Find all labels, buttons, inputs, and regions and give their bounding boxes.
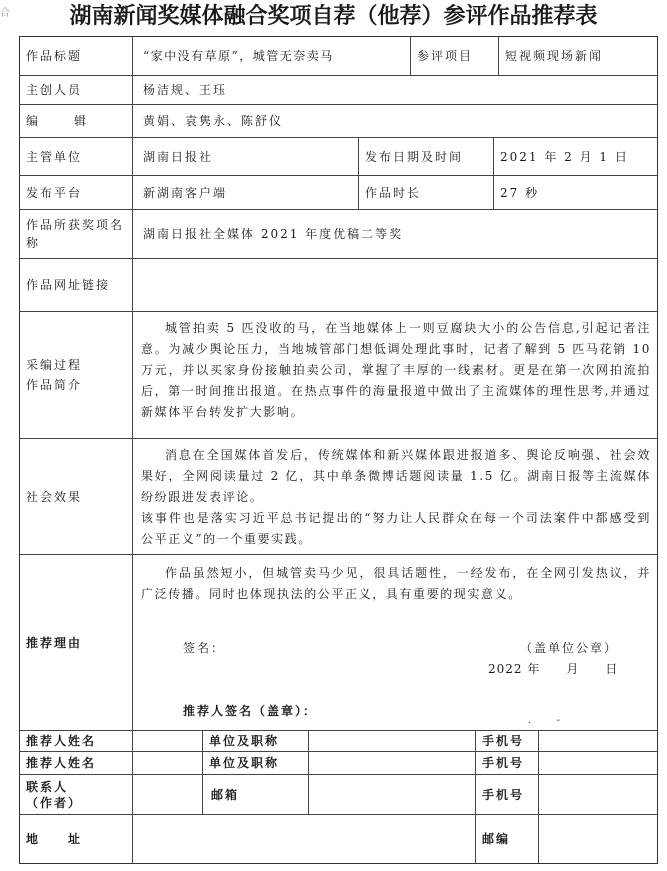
rec2-unit-value — [309, 752, 476, 775]
effect-text-1: 消息在全国媒体首发后，传统媒体和新兴媒体跟进报道多、舆论反响强、社会效果好，全网阅读量过 2 亿，其中单条微博话题阅读量 1.5 亿。湖南日报等主流媒体纷纷跟进发表评论。 — [141, 448, 651, 504]
awards-label: 作品所获奖项名称 — [20, 210, 133, 259]
creators-value: 杨洁规、王珏 — [133, 76, 657, 105]
contact-label-line1: 联系人 — [26, 779, 69, 794]
rec2-name-value — [133, 752, 203, 775]
seal-label: （盖单位公章） — [520, 641, 619, 655]
email-label: 邮箱 — [203, 775, 309, 815]
intro-text-block — [133, 312, 657, 439]
postcode-value — [539, 815, 657, 863]
intro-text: 城管拍卖 5 匹没收的马，在当地媒体上一则豆腐块大小的公告信息,引起记者注意。为减少舆论压力，当地城管部门想低调处理此事时，记者了解到 5 匹马花销 10 万元，并以买家身份接触拍卖公司，掌握了丰厚的一线素材。更是在第一次网拍流拍后，第一时间推出报道。在热点事件的海量报道中做出了主流媒体的理性思考,并通过新媒体平台转发扩大影响。 — [141, 321, 651, 419]
platform-value: 新湖南客户端 — [133, 176, 359, 210]
contact-name-value — [133, 775, 203, 815]
address-label: 地 址 — [20, 815, 133, 863]
sign-label: 签名： — [183, 641, 226, 655]
rec1-unit-value — [309, 731, 476, 752]
effect-text-block — [133, 439, 657, 555]
pen-mark: . - — [528, 715, 560, 726]
rec2-phone-label: 手机号 — [476, 752, 539, 775]
page-title-text: 湖南新闻奖媒体融合奖项自荐（他荐）参评作品推荐表 — [69, 4, 598, 29]
effect-label: 社会效果 — [20, 439, 133, 555]
rec1-phone-value — [539, 731, 657, 752]
contact-label-line2: （作者） — [26, 795, 83, 810]
creators-label: 主创人员 — [20, 76, 133, 105]
category-label: 参评项目 — [411, 37, 499, 76]
rec2-name-label: 推荐人姓名 — [20, 752, 133, 775]
sponsor-value: 湖南日报社 — [133, 138, 359, 176]
contact-label — [20, 775, 133, 815]
rec1-name-value — [133, 731, 203, 752]
address-value — [133, 815, 476, 863]
recommender-sign-label: 推荐人签名（盖章）： — [183, 704, 318, 718]
pub-date-value: 2021 年 2 月 1 日 — [494, 138, 657, 176]
contact-phone-label: 手机号 — [476, 775, 539, 815]
rec1-name-label: 推荐人姓名 — [20, 731, 133, 752]
platform-label: 发布平台 — [20, 176, 133, 210]
corner-mark: 合 — [0, 8, 10, 19]
rec1-phone-label: 手机号 — [476, 731, 539, 752]
rec1-unit-label: 单位及职称 — [203, 731, 309, 752]
intro-label-line1: 采编过程 — [26, 358, 83, 372]
recommendation-form-table — [19, 36, 658, 864]
contact-phone-value — [539, 775, 657, 815]
url-value — [133, 259, 657, 312]
reason-label: 推荐理由 — [20, 555, 133, 731]
pub-date-label: 发布日期及时间 — [359, 138, 494, 176]
category-value: 短视频现场新闻 — [499, 37, 657, 76]
editors-value: 黄娟、袁隽永、陈舒仪 — [133, 105, 657, 138]
page-title — [0, 2, 667, 32]
rec2-unit-label: 单位及职称 — [203, 752, 309, 775]
duration-value: 27 秒 — [494, 176, 657, 210]
email-value — [309, 775, 476, 815]
postcode-label: 邮编 — [476, 815, 539, 863]
effect-text-2: 该事件也是落实习近平总书记提出的“努力让人民群众在每一个司法案件中都感受到公平正义”的一个重要实践。 — [141, 511, 651, 546]
sponsor-label: 主管单位 — [20, 138, 133, 176]
intro-label — [20, 312, 133, 439]
work-title-value: “家中没有草原”，城管无奈卖马 — [133, 37, 411, 76]
duration-label: 作品时长 — [359, 176, 494, 210]
reason-text: 作品虽然短小，但城管卖马少见，很具话题性，一经发布，在全网引发热议，并广泛传播。同时也体现执法的公平正义，具有重要的现实意义。 — [141, 566, 651, 601]
date-line: 2022 年 月 日 — [488, 662, 619, 676]
url-label: 作品网址链接 — [20, 259, 133, 312]
work-title-label: 作品标题 — [20, 37, 133, 76]
rec2-phone-value — [539, 752, 657, 775]
awards-value: 湖南日报社全媒体 2021 年度优稿二等奖 — [133, 210, 657, 259]
intro-label-line2: 作品简介 — [26, 378, 83, 392]
editors-label: 编 辑 — [20, 105, 133, 138]
